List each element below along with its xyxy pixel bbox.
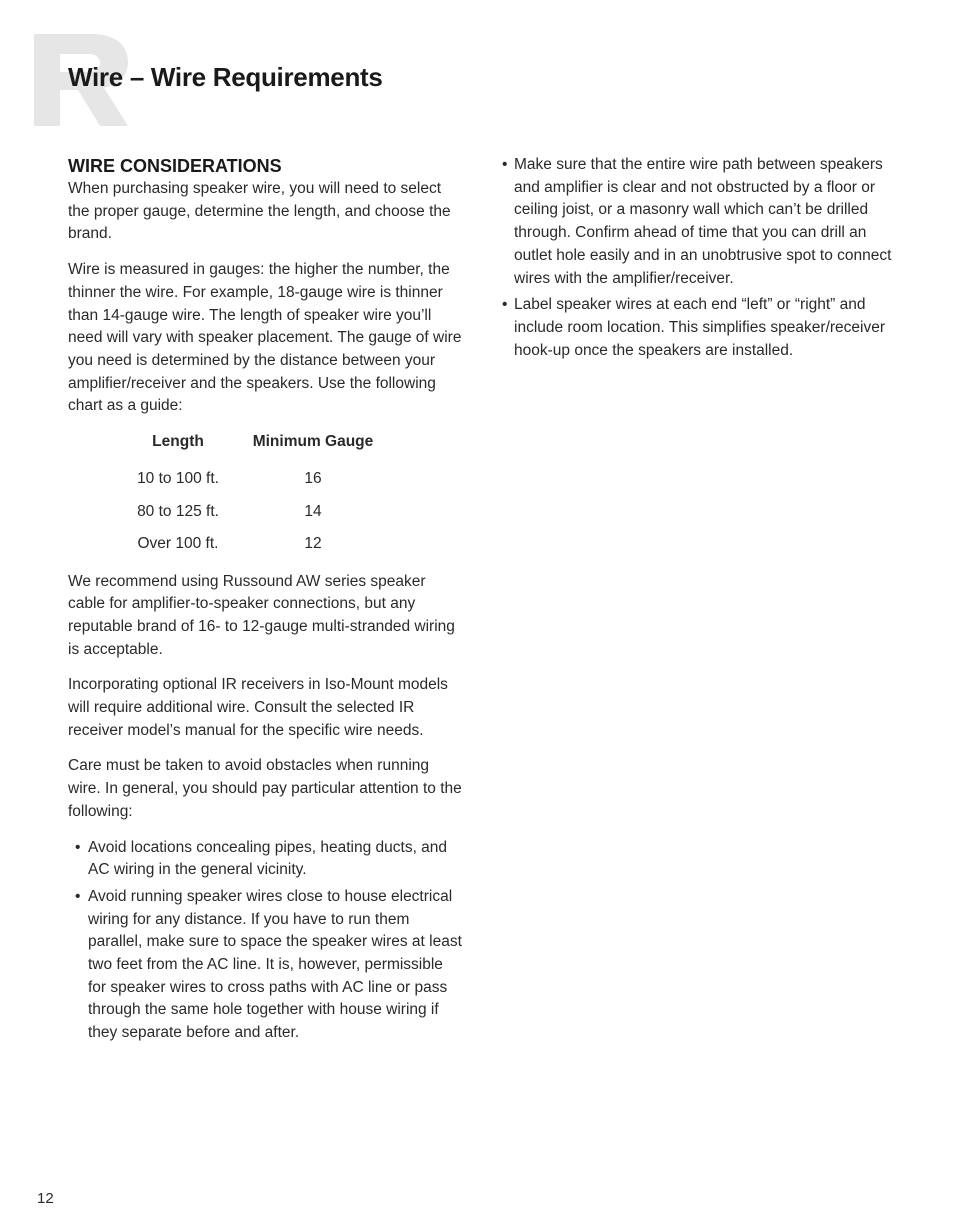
bullet-icon: • <box>502 156 508 173</box>
table-cell: 10 to 100 ft. <box>137 470 219 488</box>
paragraph: We recommend using Russound AW series speaker cable for amplifier-to-speaker connections, but any reputable brand of 16- to 12-gauge multi-stranded wiring is acceptable. <box>68 572 455 658</box>
table-header-cell: Minimum Gauge <box>252 433 374 451</box>
bullet-icon: • <box>502 296 508 314</box>
table-row <box>123 463 393 496</box>
bullet-icon: • <box>75 887 81 905</box>
wire-path-list <box>500 154 892 362</box>
table-cell: 16 <box>304 470 322 488</box>
table-row <box>123 496 393 529</box>
table-cell: 80 to 125 ft. <box>137 502 219 520</box>
table-cell: 12 <box>304 535 322 553</box>
list-item-text: Avoid locations concealing pipes, heating ducts, and AC wiring in the general vicinity. <box>88 838 448 879</box>
paragraph: Wire is measured in gauges: the higher the number, the thinner the wire. For example, 18-gauge wire is thinner than 14-gauge wire. The length of speaker wire you’ll need will vary with speaker placement. The gauge of wire you need is determined by the distance between your amplifier/receiver and the speakers. Use the following chart as a guide: <box>68 261 462 415</box>
page-number: 12 <box>37 1190 54 1207</box>
section-heading: WIRE CONSIDERATIONS <box>68 156 282 176</box>
list-item <box>68 837 463 882</box>
paragraph: Care must be taken to avoid obstacles when running wire. In general, you should pay particular attention to the following: <box>68 757 462 820</box>
obstacle-list <box>68 837 463 1045</box>
table-cell: Over 100 ft. <box>137 535 219 553</box>
list-item-text: Label speaker wires at each end “left” or “right” and include room location. This simplifies speaker/receiver hook-up once the speakers are installed. <box>514 296 886 359</box>
list-item <box>68 886 463 1045</box>
paragraph: When purchasing speaker wire, you will need to select the proper gauge, determine the length, and choose the brand. <box>68 180 451 243</box>
wire-gauge-table <box>123 431 393 561</box>
list-item <box>500 294 892 362</box>
right-column <box>500 154 892 366</box>
table-header-cell: Length <box>152 433 204 451</box>
list-item <box>500 154 892 290</box>
table-cell: 14 <box>304 502 322 520</box>
table-header-row <box>123 431 393 463</box>
table-row <box>123 528 393 561</box>
left-column <box>68 154 463 1049</box>
page-title: Wire – Wire Requirements <box>68 62 383 92</box>
list-item-text: Make sure that the entire wire path between speakers and amplifier is clear and not obstructed by a floor or ceiling joist, or a masonry wall which can’t be drilled through. Confirm ahead of time that you can drill an outlet hole easily and in an unobtrusive spot to connect wires with the amplifier/receiver. <box>514 156 892 287</box>
list-item-text: Avoid running speaker wires close to house electrical wiring for any distance. If you have to run them parallel, make sure to space the speaker wires at least two feet from the AC line. It is, however, permissible for speaker wires to cross paths with AC line or pass through the same hole together with house wiring if they separate before and after. <box>88 887 462 1042</box>
bullet-icon: • <box>75 838 81 856</box>
paragraph: Incorporating optional IR receivers in Iso-Mount models will require additional wire. Consult the selected IR receiver model’s manual for the specific wire needs. <box>68 676 448 739</box>
